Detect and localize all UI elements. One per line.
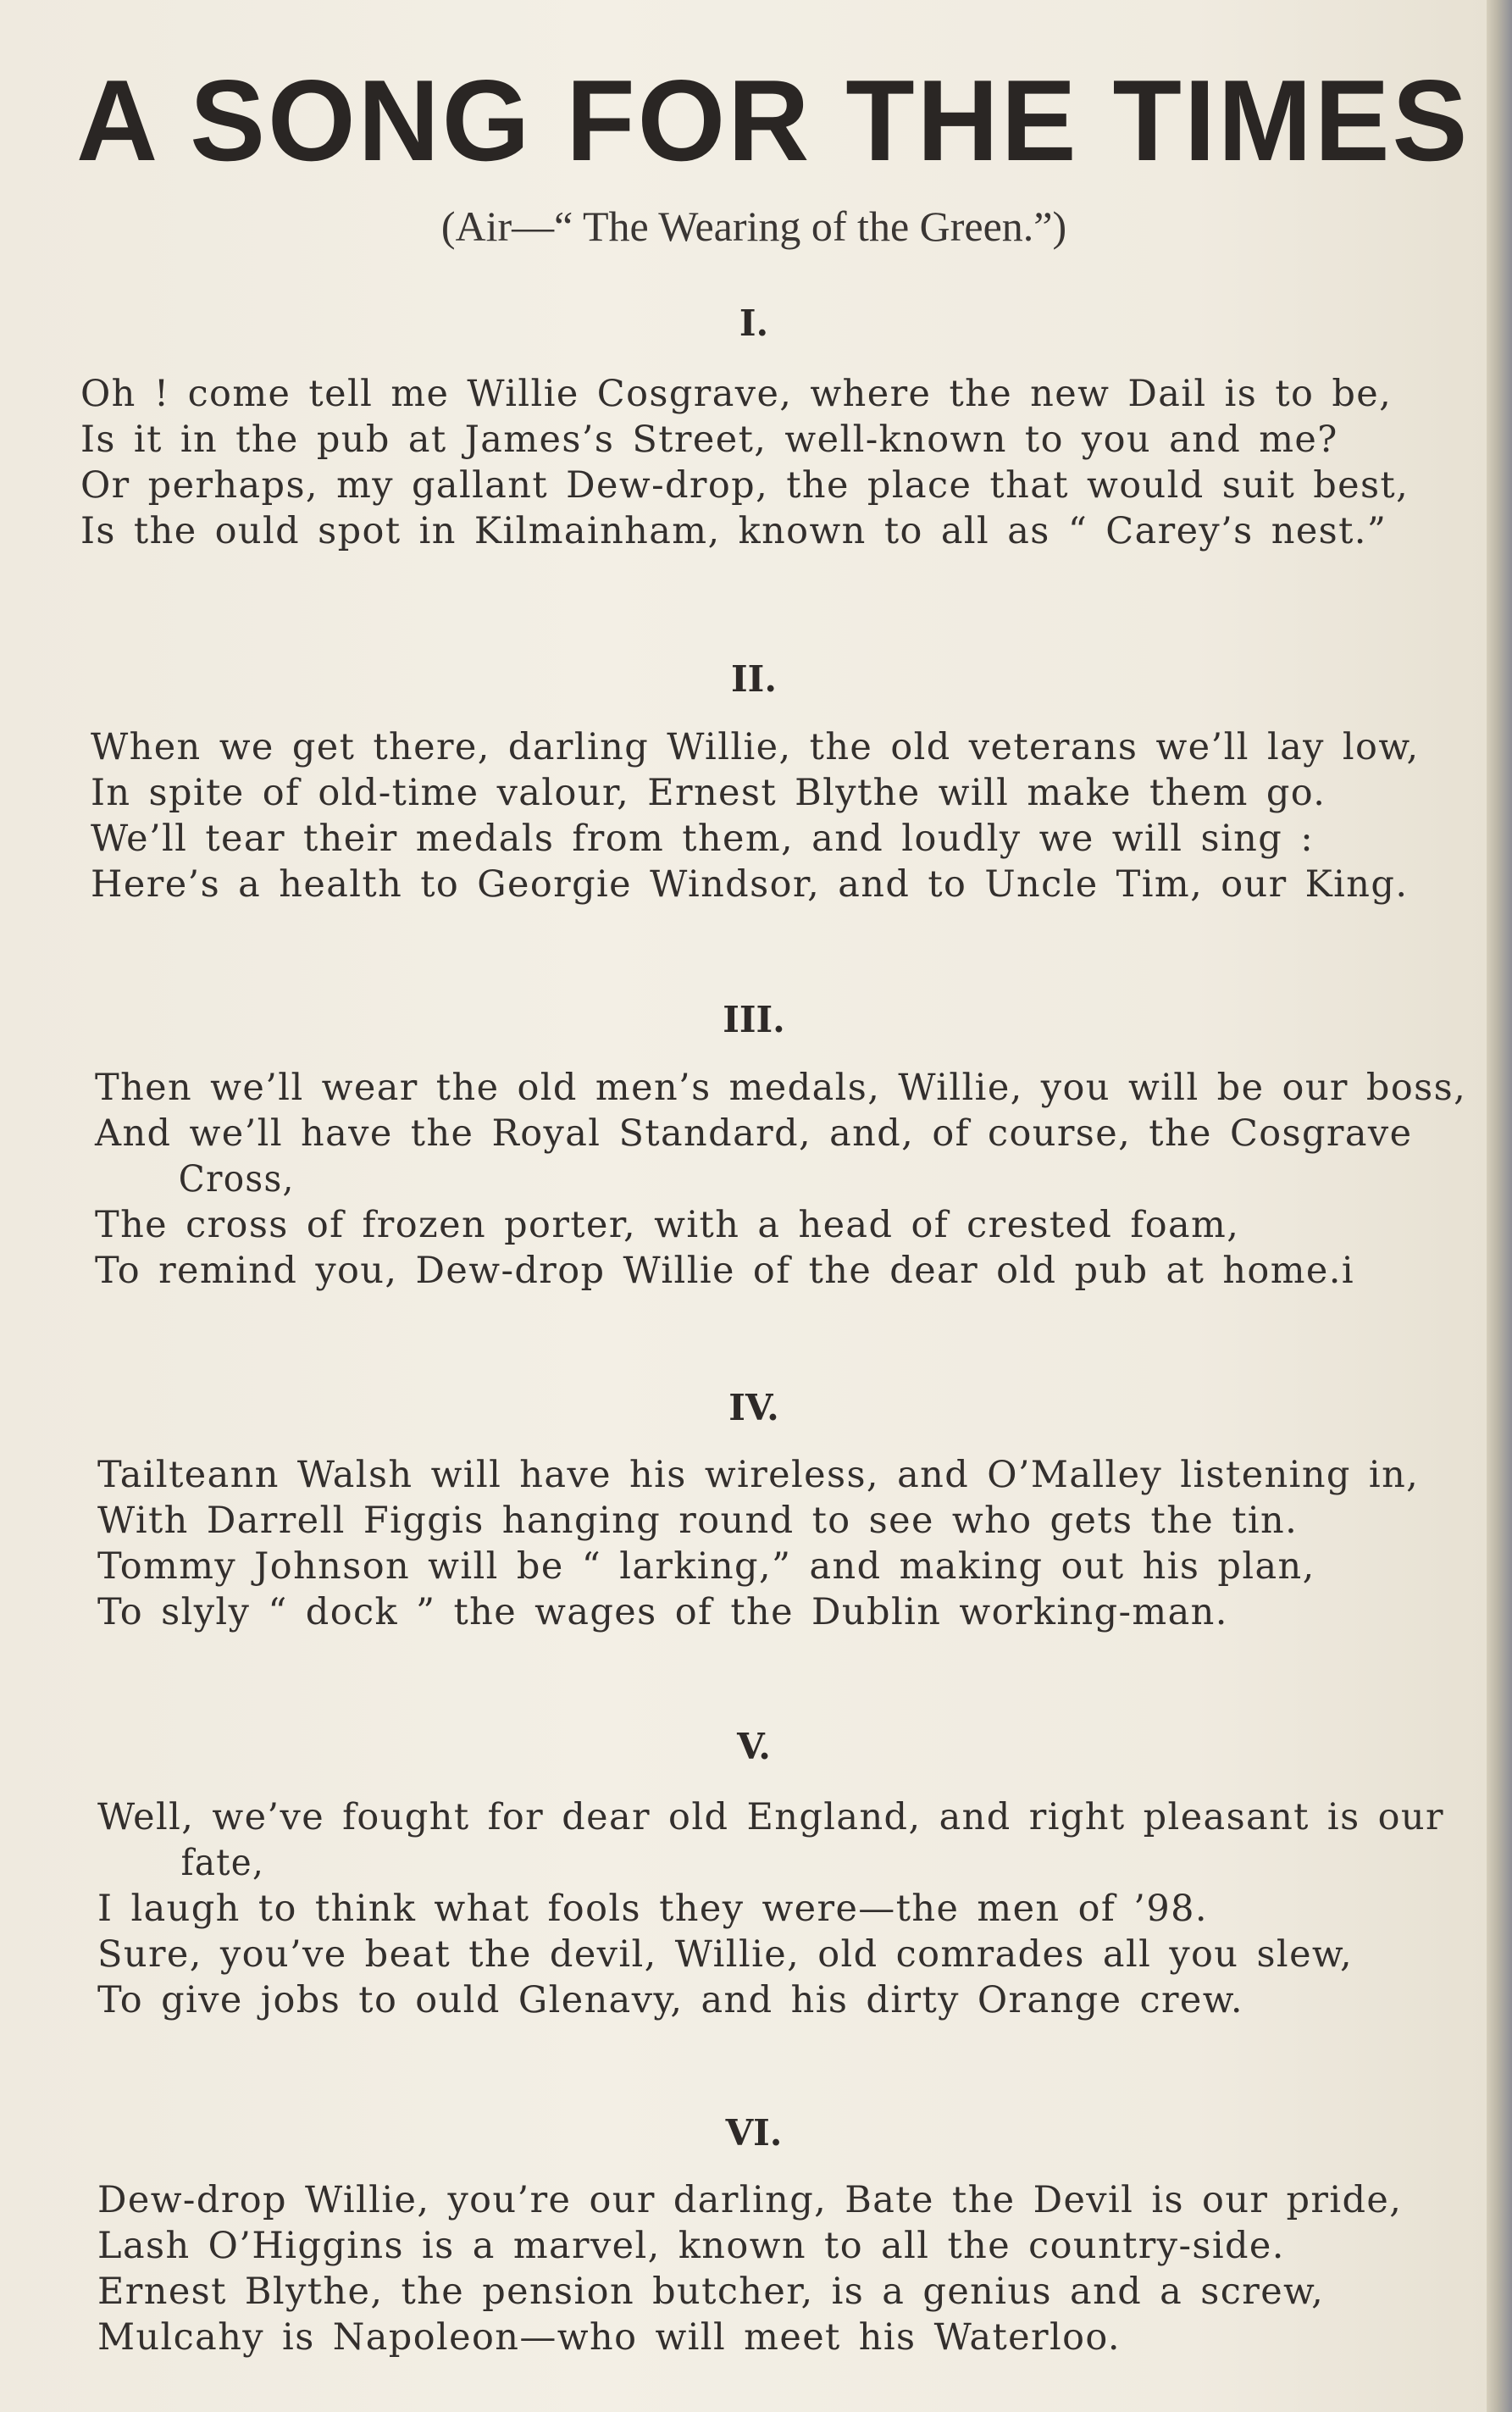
stanza-line: The cross of frozen porter, with a head of crested foam, [95,1204,1240,1246]
stanza-number: IV. [728,1387,779,1428]
stanza-number: I. [739,302,769,344]
stanza-line: Then we’ll wear the old men’s medals, Willie, you will be our boss, [95,1067,1467,1109]
stanza-line: In spite of old-time valour, Ernest Blythe will make them go. [91,772,1326,814]
stanza-number: II. [731,658,777,700]
stanza-line: And we’ll have the Royal Standard, and, of course, the Cosgrave [95,1112,1413,1155]
stanza-line: Dew-drop Willie, you’re our darling, Bate the Devil is our pride, [97,2179,1403,2221]
stanza-line: To give jobs to ould Glenavy, and his dirty Orange crew. [97,1979,1243,2021]
page-edge [1487,0,1512,2412]
stanza-line: We’ll tear their medals from them, and loudly we will sing : [91,818,1315,860]
stanza-line-continuation: Cross, [178,1158,295,1200]
stanza-line: Tailteann Walsh will have his wireless, and O’Malley listening in, [97,1454,1420,1496]
stanza-line: Is it in the pub at James’s Street, well-known to you and me? [80,419,1338,461]
song-title: A SONG FOR THE TIMES [76,56,1470,185]
stanza-line: Well, we’ve fought for dear old England, and right pleasant is our [97,1796,1444,1838]
stanza-line: Is the ould spot in Kilmainham, known to all as “ Carey’s nest.” [80,510,1387,552]
stanza-line: Here’s a health to Georgie Windsor, and to Uncle Tim, our King. [91,863,1409,906]
stanza-number: V. [737,1726,771,1767]
stanza-line: Lash O’Higgins is a marvel, known to all the country-side. [97,2225,1285,2267]
stanza-line: I laugh to think what fools they were—the men of ’98. [97,1888,1208,1930]
air-subtitle: (Air—“ The Wearing of the Green.”) [440,202,1067,250]
stanza-line: With Darrell Figgis hanging round to see who gets the tin. [97,1500,1299,1542]
stanza-line: To remind you, Dew-drop Willie of the dear old pub at home.i [95,1250,1354,1292]
stanza-line-continuation: fate, [180,1842,265,1884]
stanza-line: To slyly “ dock ” the wages of the Dublin working-man. [97,1591,1228,1633]
stanza-line: Sure, you’ve beat the devil, Willie, old comrades all you slew, [97,1933,1354,1976]
stanza-line: Tommy Johnson will be “ larking,” and making out his plan, [97,1545,1315,1588]
stanza-line: Oh ! come tell me Willie Cosgrave, where the new Dail is to be, [80,373,1393,415]
stanza-line: When we get there, darling Willie, the old veterans we’ll lay low, [91,726,1420,768]
stanza-line: Mulcahy is Napoleon—who will meet his Waterloo. [97,2316,1121,2359]
stanza-line: Ernest Blythe, the pension butcher, is a genius and a screw, [97,2271,1325,2313]
stanza-number: III. [723,999,785,1040]
stanza-number: VI. [725,2112,783,2154]
stanza-line: Or perhaps, my gallant Dew-drop, the place that would suit best, [80,464,1410,507]
